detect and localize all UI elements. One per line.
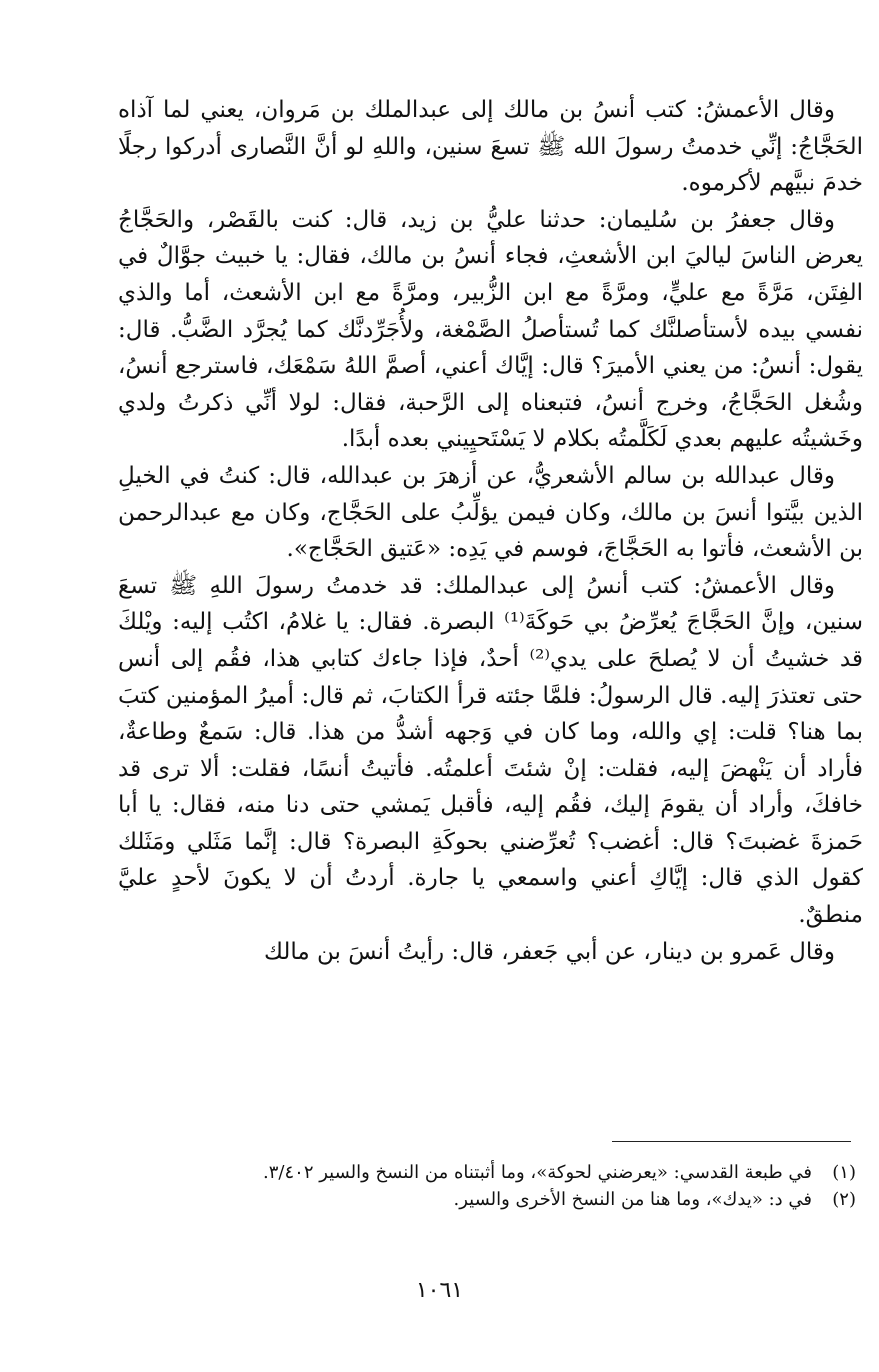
footnote-number: (٢) <box>832 1189 856 1210</box>
paragraph-1: وقال الأعمشُ: كتب أنسُ بن مالك إلى عبدالملك بن مَروان، يعني لما آذاه الحَجَّاجُ: إنِّي خدمتُ رسولَ الله ﷺ تسعَ سنين، واللهِ لو أنَّ النَّصارى أدركوا رجلًا خدمَ نبيَّهم لأكرموه. <box>118 97 863 197</box>
footnote-1 <box>150 1159 856 1186</box>
footnote-divider <box>612 1141 851 1142</box>
footnotes <box>150 1159 856 1213</box>
paragraph-5: وقال عَمرو بن دينار، عن أبي جَعفر، قال: رأيتُ أنسَ بن مالك <box>263 938 835 965</box>
paragraph-4: وقال الأعمشُ: كتب أنسُ إلى عبدالملك: قد خدمتُ رسولَ اللهِ ﷺ تسعَ سنين، وإنَّ الحَجَّاجَ يُعرِّضُ بي حَوكَةَ⁽¹⁾ البصرة. فقال: يا غلامُ، اكتُب إليه: ويْلكَ قد خشيتُ أن لا يُصلحَ على يدي⁽²⁾ أحدٌ، فإذا جاءك كتابي هذا، فقُم إلى أنس حتى تعتذرَ إليه. قال الرسولُ: فلمَّا جئته قرأ الكتابَ، ثم قال: أميرُ المؤمنين كتبَ بما هنا؟ قلت: إي والله، وما كان في وَجهه أشدُّ من هذا. قال: سَمعٌ وطاعةٌ، فأراد أن يَنْهضَ إليه، فقلت: إنْ شئتَ أعلمتُه. فأتيتُ أنسًا، فقلت: ألا ترى قد خافكَ، وأراد أن يقومَ إليك، فقُم إليه، فأقبل يَمشي حتى دنا منه، فقال: يا أبا حَمزةَ غضبتَ؟ قال: أغضب؟ تُعرِّضني بحوكَةِ البصرة؟ قال: إنَّما مَثَلي ومَثَلك كقول الذي قال: إيَّاكِ أعني واسمعي يا جارة. أردتُ أن لا يكونَ لأحدٍ عليَّ منطقٌ. <box>118 572 863 929</box>
footnote-number: (١) <box>832 1162 856 1183</box>
main-text <box>118 92 863 970</box>
footnote-text: في د: «يدك»، وما هنا من النسخ الأخرى والسير. <box>453 1189 812 1210</box>
page-number: ١٠٦١ <box>415 1278 464 1303</box>
footnote-2 <box>150 1186 856 1213</box>
paragraph-3: وقال عبدالله بن سالم الأشعريُّ، عن أزهرَ بن عبدالله، قال: كنتُ في الخيلِ الذين بيَّتوا أنسَ بن مالك، وكان فيمن يؤلِّبُ على الحَجَّاج، وكان مع عبدالرحمن بن الأشعث، فأتوا به الحَجَّاجَ، فوسم في يَدِه: «عَتيق الحَجَّاج». <box>118 462 863 563</box>
paragraph-2: وقال جعفرُ بن سُليمان: حدثنا عليُّ بن زيد، قال: كنت بالقَصْر، والحَجَّاجُ يعرض الناسَ لياليَ ابن الأشعثِ، فجاء أنسُ بن مالك، فقال: يا خبيث جوَّالٌ في الفِتَن، مَرَّةً مع عليٍّ، ومرَّةً مع ابن الزُّبير، ومرَّةً مع ابن الأشعث، أما والذي نفسي بيده لأستأصلنَّك كما تُستأصلُ الصَّمْغة، ولأُجَرِّدنَّك كما يُجرَّد الضَّبُّ. قال: يقول: أنسُ: من يعني الأميرَ؟ قال: إيَّاك أعني، أصمَّ اللهُ سَمْعَك، فاسترجع أنسُ، وشُغل الحَجَّاجُ، وخرج أنسُ، فتبعناه إلى الرَّحبة، فقال: لولا أنِّي ذكرتُ ولدي وخَشيتُه عليهم بعدي لَكَلَّمتُه بكلام لا يَسْتَحيِيني بعده أبدًا. <box>118 206 863 453</box>
footnote-text: في طبعة القدسي: «يعرضني لحوكة»، وما أثبتناه من النسخ والسير ٣/٤٠٢. <box>263 1162 812 1183</box>
